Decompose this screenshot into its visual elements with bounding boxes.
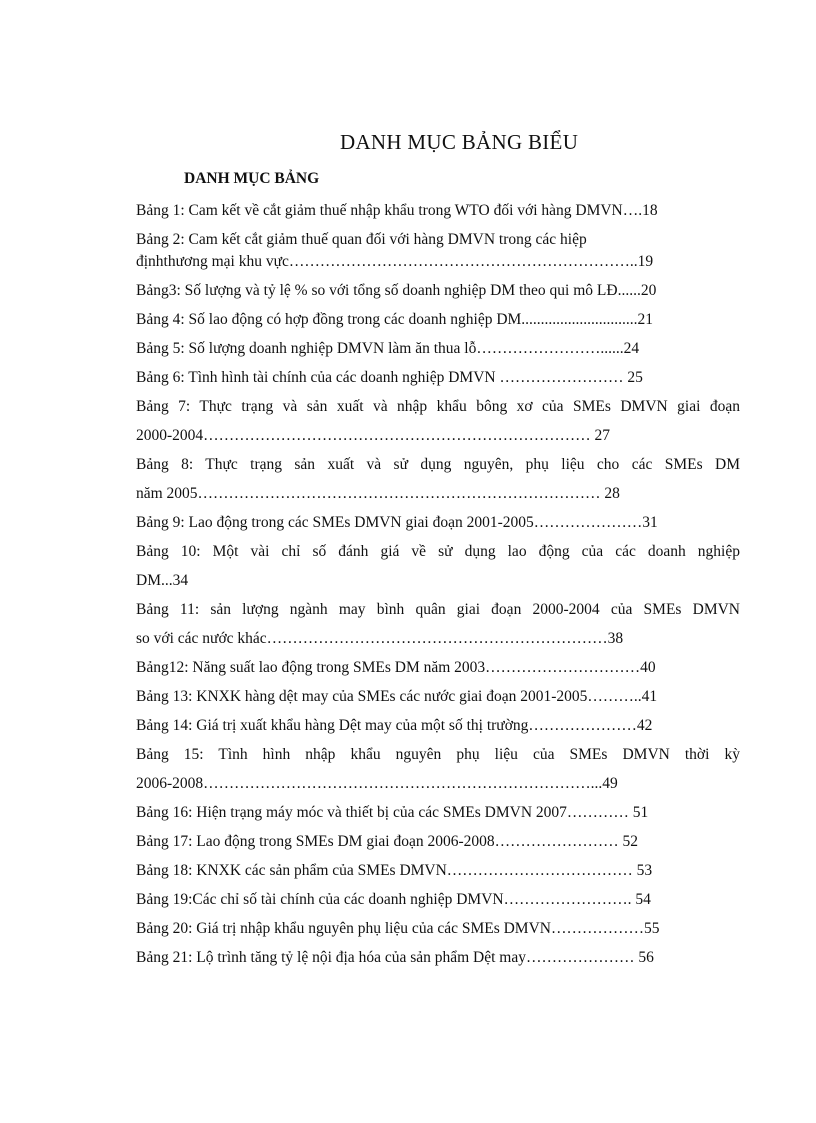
toc-line: so với các nước khác…………………………………………………………38	[136, 630, 624, 647]
toc-entry-3	[136, 280, 740, 302]
toc-entry-17	[136, 831, 740, 853]
toc-line: Bảng 20: Giá trị nhập khẩu nguyên phụ liệu của các SMEs DMVN………………55	[136, 920, 660, 937]
toc-line: 2000-2004………………………………………………………………… 27	[136, 427, 611, 444]
toc-entry-7	[136, 396, 740, 447]
toc-entry-15	[136, 744, 740, 795]
toc-line: Bảng 7: Thực trạng và sản xuất và nhập khẩu bông xơ của SMEs DMVN giai đoạn	[136, 398, 740, 415]
toc-line: Bảng 9: Lao động trong các SMEs DMVN giai đoạn 2001-2005…………………31	[136, 514, 658, 531]
toc-entry-18	[136, 860, 740, 882]
toc-entry-12	[136, 657, 740, 679]
toc-entry-11	[136, 599, 740, 650]
toc-line: Bảng 13: KNXK hàng dệt may của SMEs các nước giai đoạn 2001-2005………..41	[136, 688, 658, 705]
toc-line: Bảng12: Năng suất lao động trong SMEs DM năm 2003…………………………40	[136, 659, 656, 676]
toc-line: Bảng3: Số lượng và tỷ lệ % so với tổng số doanh nghiệp DM theo qui mô LĐ......20	[136, 282, 657, 299]
toc-line: địnhthương mại khu vực…………………………………………………………..19	[136, 253, 654, 270]
toc-entry-6	[136, 367, 740, 389]
toc-entry-21	[136, 947, 740, 969]
page-title: DANH MỤC BẢNG BIỂU	[340, 130, 579, 154]
toc-entry-13	[136, 686, 740, 708]
toc-line: Bảng 11: sản lượng ngành may bình quân giai đoạn 2000-2004 của SMEs DMVN	[136, 601, 740, 618]
toc-entry-2	[136, 229, 740, 273]
toc-line: Bảng 21: Lộ trình tăng tỷ lệ nội địa hóa của sản phẩm Dệt may………………… 56	[136, 949, 654, 966]
toc-line: DM...34	[136, 572, 189, 589]
toc-entry-1	[136, 200, 740, 222]
toc-line: Bảng 17: Lao động trong SMEs DM giai đoạn 2006-2008…………………… 52	[136, 833, 639, 850]
toc-entry-10	[136, 541, 740, 592]
toc-line: Bảng 1: Cam kết về cắt giảm thuế nhập khẩu trong WTO đối với hàng DMVN….18	[136, 202, 658, 219]
toc-line: Bảng 8: Thực trạng sản xuất và sử dụng nguyên, phụ liệu cho các SMEs DM	[136, 456, 740, 473]
toc-entry-5	[136, 338, 740, 360]
toc-line: Bảng 4: Số lao động có hợp đồng trong các doanh nghiệp DM..............................21	[136, 311, 654, 328]
toc-line: Bảng 6: Tình hình tài chính của các doanh nghiệp DMVN …………………… 25	[136, 369, 643, 386]
toc-line: Bảng 10: Một vài chỉ số đánh giá về sử dụng lao động của các doanh nghiệp	[136, 543, 740, 560]
toc-entry-4	[136, 309, 740, 331]
section-title: DANH MỤC BẢNG	[184, 170, 320, 187]
toc-line: Bảng 18: KNXK các sản phẩm của SMEs DMVN……………………………… 53	[136, 862, 653, 879]
toc-line: Bảng 15: Tình hình nhập khẩu nguyên phụ liệu của SMEs DMVN thời kỳ	[136, 746, 740, 763]
toc-entry-19	[136, 889, 740, 911]
toc-entry-9	[136, 512, 740, 534]
toc-line: năm 2005…………………………………………………………………… 28	[136, 485, 620, 502]
toc-entry-20	[136, 918, 740, 940]
toc-entry-14	[136, 715, 740, 737]
toc-entry-8	[136, 454, 740, 505]
toc-line: Bảng 5: Số lượng doanh nghiệp DMVN làm ăn thua lỗ……………………......24	[136, 340, 640, 357]
toc-line: Bảng 16: Hiện trạng máy móc và thiết bị của các SMEs DMVN 2007………… 51	[136, 804, 649, 821]
table-of-contents	[136, 200, 740, 969]
toc-entry-16	[136, 802, 740, 824]
toc-line: Bảng 14: Giá trị xuất khẩu hàng Dệt may của một số thị trường…………………42	[136, 717, 653, 734]
toc-line: Bảng 2: Cam kết cắt giảm thuế quan đối với hàng DMVN trong các hiệp	[136, 231, 587, 248]
toc-line: Bảng 19:Các chỉ số tài chính của các doanh nghiệp DMVN……………………. 54	[136, 891, 651, 908]
toc-line: 2006-2008…………………………………………………………………...49	[136, 775, 618, 792]
